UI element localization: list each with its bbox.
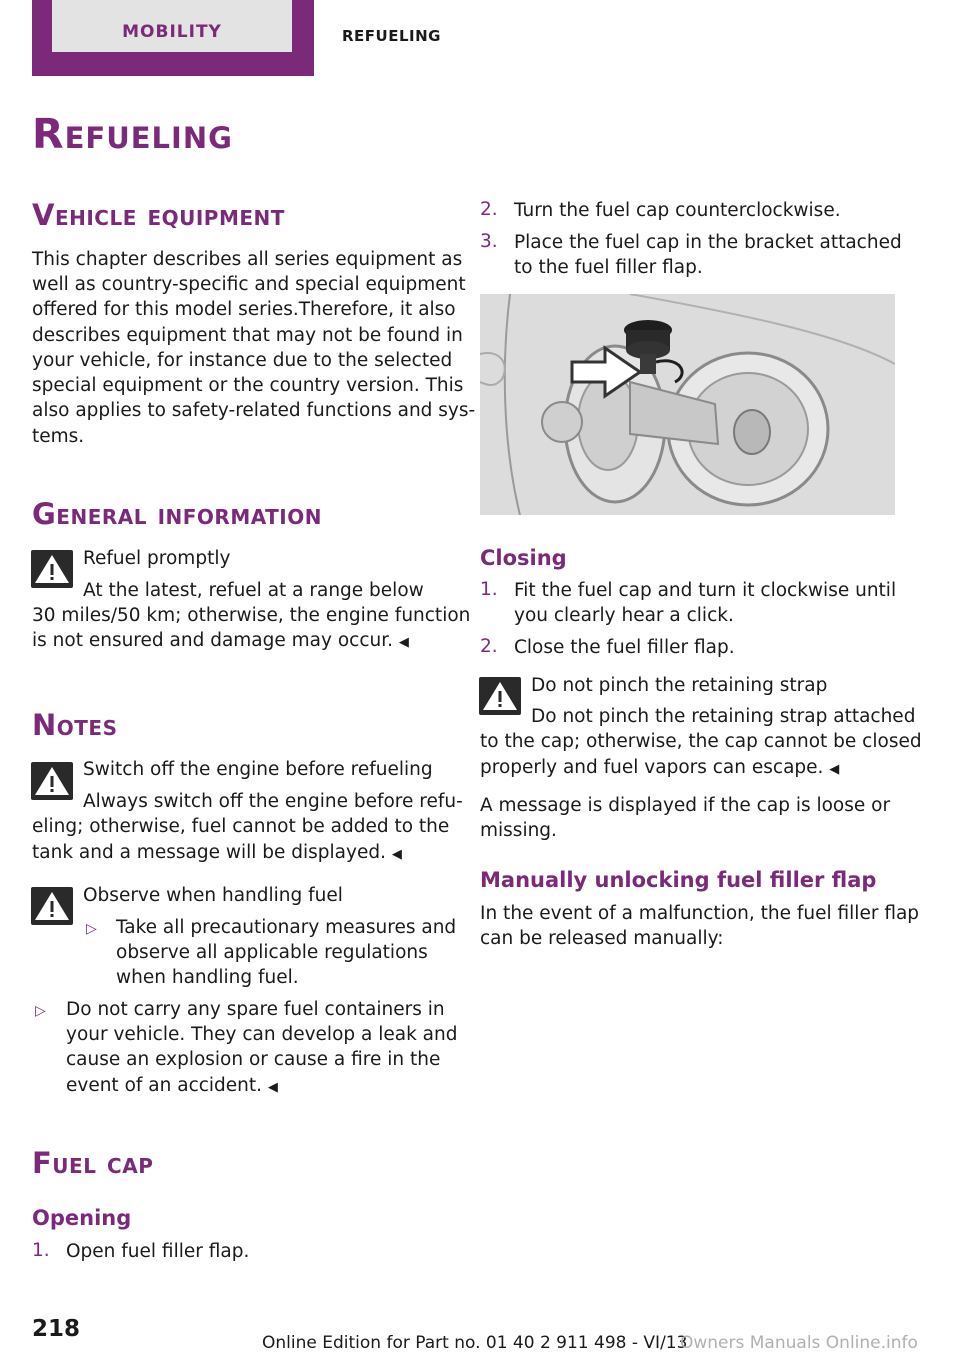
paragraph-line: can be released manually: <box>480 928 724 949</box>
paragraph-line: describes equipment that may not be found in <box>32 325 463 346</box>
warning-text-line: properly and fuel vapors can escape. ◀ <box>480 757 840 778</box>
paragraph-line: offered for this model series.Therefore, it also <box>32 299 456 320</box>
end-mark-icon: ◀ <box>267 1080 278 1095</box>
step-number: 2. <box>480 636 498 657</box>
heading-vehicle-equipment: Vehicle equipment <box>32 198 285 232</box>
list-item-line: event of an accident. ◀ <box>66 1075 278 1096</box>
warning-title: Refuel promptly <box>83 548 231 569</box>
paragraph-line: A message is displayed if the cap is loose or <box>480 795 891 816</box>
warning-triangle-icon <box>479 677 521 715</box>
breadcrumb: REFUELING <box>342 27 441 45</box>
step-text: Open fuel filler flap. <box>66 1241 250 1262</box>
paragraph-line: your vehicle, for instance due to the selected <box>32 350 453 371</box>
end-mark-icon: ◀ <box>391 847 402 862</box>
list-item-line: Take all precautionary measures and <box>116 917 457 938</box>
step-text: Place the fuel cap in the bracket attached <box>514 232 902 253</box>
warning-triangle-icon <box>31 887 73 925</box>
heading-notes: Notes <box>32 708 118 742</box>
step-text: Fit the fuel cap and turn it clockwise until <box>514 580 897 601</box>
warning-text-line: Do not pinch the retaining strap attached <box>531 706 916 727</box>
step-text: Close the fuel filler flap. <box>514 637 735 658</box>
header-bar <box>0 0 960 76</box>
list-item-line: cause an explosion or cause a fire in the <box>66 1049 441 1070</box>
step-number: 3. <box>480 231 498 252</box>
heading-opening: Opening <box>32 1206 132 1230</box>
edition-footer: Online Edition for Part no. 01 40 2 911 498 - VI/13 <box>262 1333 688 1353</box>
warning-text-line: At the latest, refuel at a range below <box>83 580 424 601</box>
paragraph-line: This chapter describes all series equipment as <box>32 249 463 270</box>
paragraph-line: also applies to safety-related functions and sys‐ <box>32 400 476 421</box>
paragraph-line: missing. <box>480 820 557 841</box>
step-text: Turn the fuel cap counterclockwise. <box>514 200 841 221</box>
list-item-line: when handling fuel. <box>116 967 299 988</box>
heading-manual-unlock: Manually unlocking fuel filler flap <box>480 868 877 892</box>
heading-closing: Closing <box>480 546 567 570</box>
list-item-line: observe all applicable regulations <box>116 942 428 963</box>
step-text: to the fuel filler flap. <box>514 257 703 278</box>
fuel-cap-illustration <box>480 294 895 515</box>
paragraph-line: tems. <box>32 426 85 447</box>
heading-fuel-cap: Fuel cap <box>32 1146 154 1180</box>
chapter-title: Refueling <box>32 110 233 158</box>
warning-text-line: tank and a message will be displayed. ◀ <box>32 842 402 863</box>
paragraph-line: In the event of a malfunction, the fuel filler flap <box>480 903 920 924</box>
warning-text-line: to the cap; otherwise, the cap cannot be closed <box>480 731 922 752</box>
paragraph-line: well as country-specific and special equipment <box>32 274 466 295</box>
warning-text-line: eling; otherwise, fuel cannot be added to the <box>32 816 450 837</box>
warning-text-line: is not ensured and damage may occur. ◀ <box>32 630 409 651</box>
list-item-line: your vehicle. They can develop a leak and <box>66 1024 458 1045</box>
step-number: 1. <box>32 1240 50 1261</box>
step-number: 1. <box>480 579 498 600</box>
page-number: 218 <box>32 1316 81 1342</box>
paragraph-line: special equipment or the country version. This <box>32 375 464 396</box>
section-tab-label: MOBILITY <box>122 22 222 42</box>
step-text: you clearly hear a click. <box>514 605 734 626</box>
warning-text-line: 30 miles/50 km; otherwise, the engine function <box>32 605 471 626</box>
watermark: Owners Manuals Online.info <box>680 1333 918 1353</box>
warning-title: Do not pinch the retaining strap <box>531 675 828 696</box>
end-mark-icon: ◀ <box>829 762 840 777</box>
list-item-line: Do not carry any spare fuel containers in <box>66 999 445 1020</box>
warning-title: Observe when handling fuel <box>83 885 343 906</box>
warning-text-line: Always switch off the engine before refu‐ <box>83 791 463 812</box>
end-mark-icon: ◀ <box>398 635 409 650</box>
bullet-triangle-icon: ▷ <box>35 1003 46 1019</box>
warning-title: Switch off the engine before refueling <box>83 759 433 780</box>
bullet-triangle-icon: ▷ <box>86 921 97 937</box>
warning-triangle-icon <box>31 762 73 800</box>
step-number: 2. <box>480 199 498 220</box>
warning-triangle-icon <box>31 550 73 588</box>
heading-general-information: General information <box>32 497 322 531</box>
